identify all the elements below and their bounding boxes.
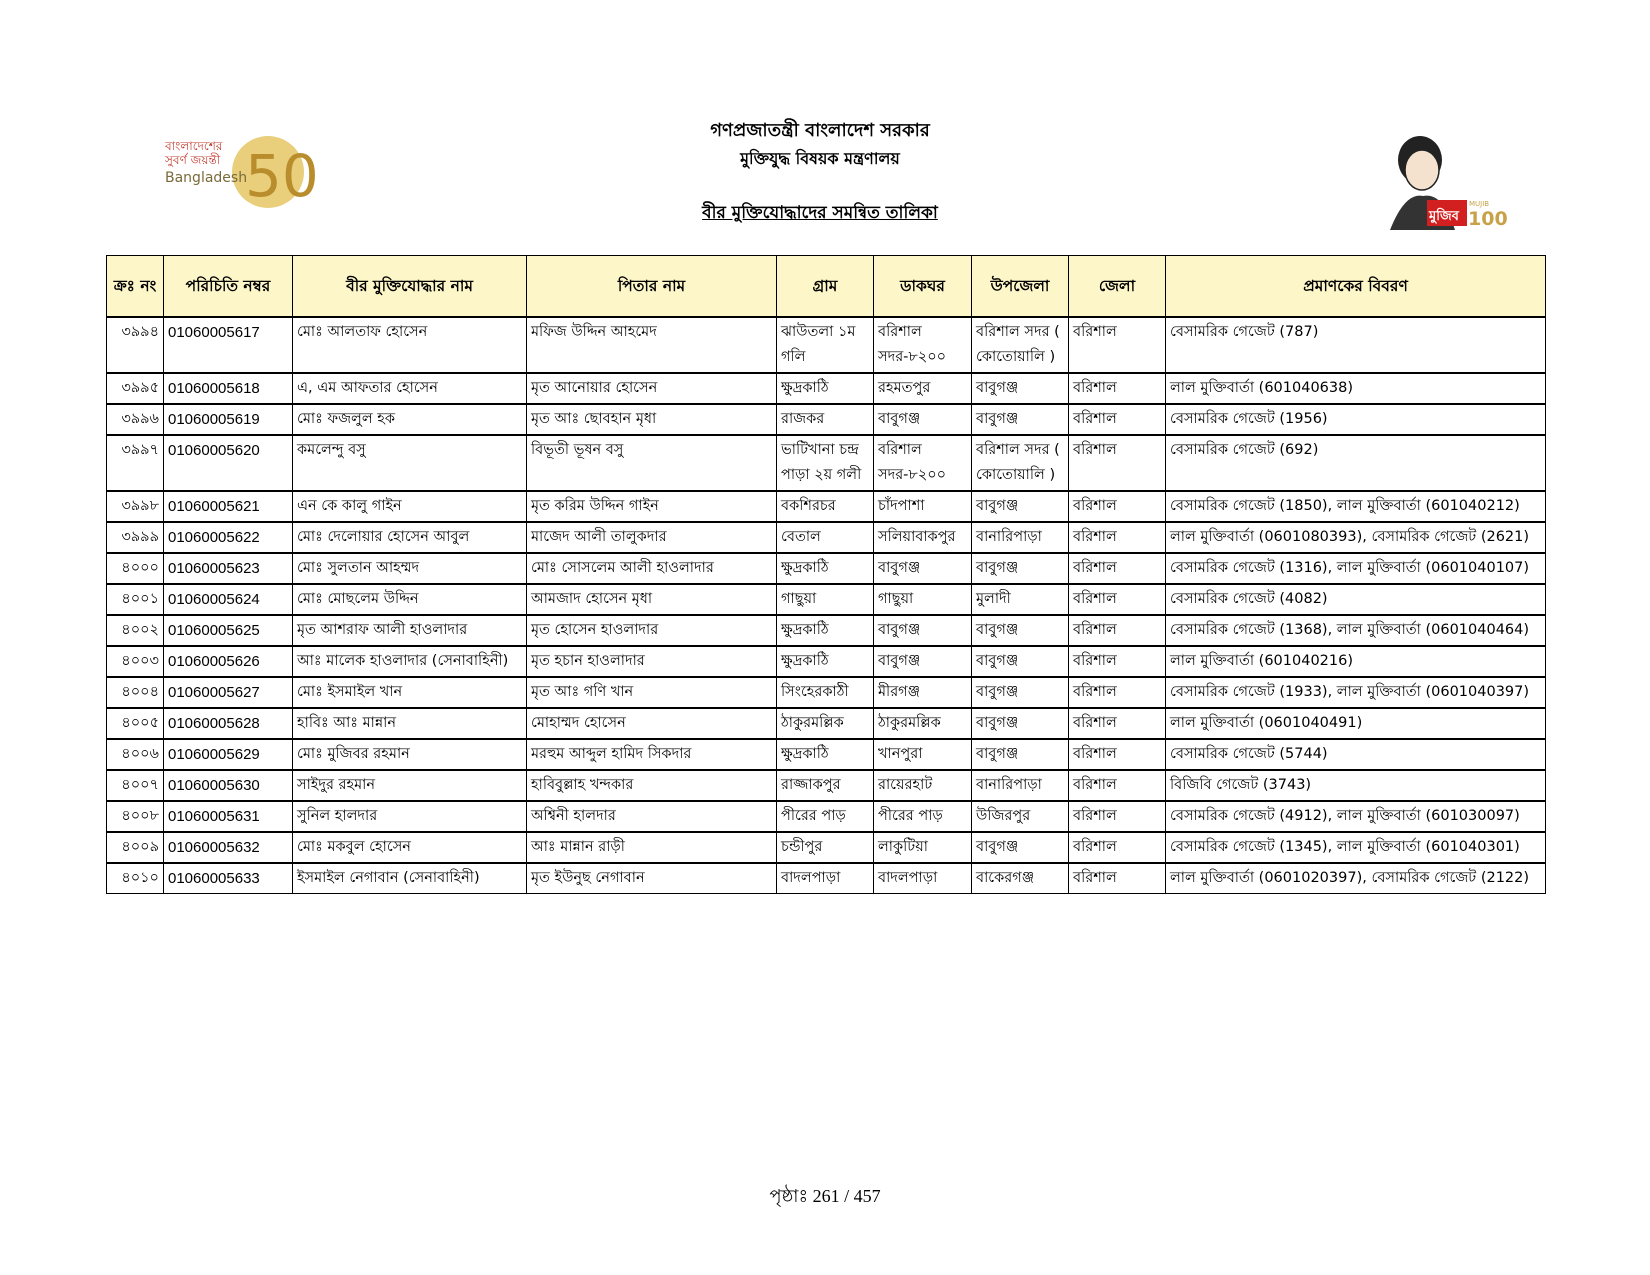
table-row [107, 584, 1546, 615]
row-id: 01060005624 [164, 584, 293, 615]
row-village: ক্ষুদ্রকাঠি [777, 615, 874, 646]
portrait-face [1405, 150, 1439, 190]
row-district: বরিশাল [1069, 404, 1166, 435]
row-serial: ৪০০৫ [107, 708, 164, 739]
row-serial: ৪০০৯ [107, 832, 164, 863]
row-id: 01060005627 [164, 677, 293, 708]
logo-line1: বাংলাদেশের [165, 139, 223, 153]
row-id: 01060005622 [164, 522, 293, 553]
row-serial: ৪০০৭ [107, 770, 164, 801]
col-id-header: পরিচিতি নম্বর [164, 256, 293, 318]
row-upazila: বাবুগঞ্জ [972, 646, 1069, 677]
row-proof: বেসামরিক গেজেট (5744) [1166, 739, 1546, 770]
row-id: 01060005618 [164, 373, 293, 404]
row-upazila: বরিশাল সদর ( কোতোয়ালি ) [972, 435, 1069, 491]
logo-line2: সুবর্ণ জয়ন্তী [165, 153, 221, 167]
row-upazila: বাবুগঞ্জ [972, 832, 1069, 863]
row-id: 01060005633 [164, 863, 293, 894]
row-name: মোঃ সুলতান আহম্মদ [293, 553, 527, 584]
page-number: 261 [812, 1186, 840, 1206]
row-proof: লাল মুক্তিবার্তা (601040638) [1166, 373, 1546, 404]
row-proof: বেসামরিক গেজেট (1850), লাল মুক্তিবার্তা (601040212) [1166, 491, 1546, 522]
row-post: বাবুগঞ্জ [874, 553, 972, 584]
row-serial: ৪০০৪ [107, 677, 164, 708]
row-upazila: বাবুগঞ্জ [972, 553, 1069, 584]
row-village: বকশিরচর [777, 491, 874, 522]
row-upazila: বাবুগঞ্জ [972, 615, 1069, 646]
row-name: মোঃ মুজিবর রহমান [293, 739, 527, 770]
col-serial-header: ক্রঃ নং [107, 256, 164, 318]
row-father: মৃত হচান হাওলাদার [527, 646, 777, 677]
row-name: মোঃ ফজলুল হক [293, 404, 527, 435]
logo-label: মুজিব [1429, 209, 1459, 224]
list-title: বীর মুক্তিযোদ্ধাদের সমন্বিত তালিকা [702, 203, 938, 223]
row-id: 01060005620 [164, 435, 293, 491]
row-id: 01060005626 [164, 646, 293, 677]
row-proof: লাল মুক্তিবার্তা (0601020397), বেসামরিক গেজেট (2122) [1166, 863, 1546, 894]
row-upazila: উজিরপুর [972, 801, 1069, 832]
table-row [107, 708, 1546, 739]
row-post: খানপুরা [874, 739, 972, 770]
row-village: রাজকর [777, 404, 874, 435]
col-district-header: জেলা [1069, 256, 1166, 318]
row-district: বরিশাল [1069, 832, 1166, 863]
row-father: হাবিবুল্লাহ খন্দকার [527, 770, 777, 801]
row-post: মীরগঞ্জ [874, 677, 972, 708]
row-village: গাছুয়া [777, 584, 874, 615]
row-village: চন্ডীপুর [777, 832, 874, 863]
row-father: মফিজ উদ্দিন আহমেদ [527, 317, 777, 373]
row-district: বরিশাল [1069, 801, 1166, 832]
row-district: বরিশাল [1069, 317, 1166, 373]
row-name: সাইদুর রহমান [293, 770, 527, 801]
row-post: বরিশাল সদর-৮২০০ [874, 317, 972, 373]
table-row [107, 522, 1546, 553]
row-name: এন কে কালু গাইন [293, 491, 527, 522]
row-id: 01060005632 [164, 832, 293, 863]
row-post: গাছুয়া [874, 584, 972, 615]
row-id: 01060005629 [164, 739, 293, 770]
row-proof: লাল মুক্তিবার্তা (0601040491) [1166, 708, 1546, 739]
row-proof: বেসামরিক গেজেট (1933), লাল মুক্তিবার্তা (0601040397) [1166, 677, 1546, 708]
table-row [107, 491, 1546, 522]
row-id: 01060005631 [164, 801, 293, 832]
row-post: বরিশাল সদর-৮২০০ [874, 435, 972, 491]
row-district: বরিশাল [1069, 677, 1166, 708]
row-father: মাজেদ আলী তালুকদার [527, 522, 777, 553]
row-post: পীরের পাড় [874, 801, 972, 832]
row-serial: ৩৯৯৯ [107, 522, 164, 553]
col-post-header: ডাকঘর [874, 256, 972, 318]
col-proof-header: প্রমাণকের বিবরণ [1166, 256, 1546, 318]
row-father: মোহাম্মদ হোসেন [527, 708, 777, 739]
row-name: মোঃ মোছলেম উদ্দিন [293, 584, 527, 615]
page-separator: / [844, 1186, 850, 1206]
row-district: বরিশাল [1069, 491, 1166, 522]
row-father: আঃ মান্নান রাড়ী [527, 832, 777, 863]
row-name: মোঃ ইসমাইল খান [293, 677, 527, 708]
page-footer [0, 1182, 1650, 1213]
row-village: ক্ষুদ্রকাঠি [777, 739, 874, 770]
row-proof: বেসামরিক গেজেট (1316), লাল মুক্তিবার্তা (0601040107) [1166, 553, 1546, 584]
row-upazila: বাবুগঞ্জ [972, 404, 1069, 435]
row-serial: ৪০১০ [107, 863, 164, 894]
page-label: পৃষ্ঠাঃ [769, 1186, 809, 1206]
row-district: বরিশাল [1069, 522, 1166, 553]
row-name: সুনিল হালদার [293, 801, 527, 832]
table-row [107, 317, 1546, 373]
table-row [107, 373, 1546, 404]
row-proof: বেসামরিক গেজেট (692) [1166, 435, 1546, 491]
row-post: চাঁদপাশা [874, 491, 972, 522]
row-name: এ, এম আফতার হোসেন [293, 373, 527, 404]
government-title: গণপ্রজাতন্ত্রী বাংলাদেশ সরকার [710, 120, 930, 141]
table-row [107, 770, 1546, 801]
row-proof: লাল মুক্তিবার্তা (0601080393), বেসামরিক গেজেট (2621) [1166, 522, 1546, 553]
row-proof: বিজিবি গেজেট (3743) [1166, 770, 1546, 801]
row-father: মৃত আনোয়ার হোসেন [527, 373, 777, 404]
row-village: সিংহেরকাঠী [777, 677, 874, 708]
freedom-fighter-table [106, 255, 1546, 894]
table-body [107, 317, 1546, 894]
row-serial: ৩৯৯৪ [107, 317, 164, 373]
logo-number: 100 [1468, 208, 1508, 230]
row-serial: ৪০০৮ [107, 801, 164, 832]
row-post: রহমতপুর [874, 373, 972, 404]
row-district: বরিশাল [1069, 770, 1166, 801]
row-district: বরিশাল [1069, 584, 1166, 615]
row-proof: বেসামরিক গেজেট (4912), লাল মুক্তিবার্তা (601030097) [1166, 801, 1546, 832]
row-village: বেতাল [777, 522, 874, 553]
row-upazila: বানারিপাড়া [972, 770, 1069, 801]
row-upazila: বরিশাল সদর ( কোতোয়ালি ) [972, 317, 1069, 373]
row-post: বাবুগঞ্জ [874, 646, 972, 677]
row-serial: ৪০০১ [107, 584, 164, 615]
row-father: মৃত ইউনুছ নেগাবান [527, 863, 777, 894]
row-name: মোঃ আলতাফ হোসেন [293, 317, 527, 373]
row-district: বরিশাল [1069, 553, 1166, 584]
row-serial: ৩৯৯৫ [107, 373, 164, 404]
bangladesh-50-logo [165, 130, 319, 215]
table-row [107, 646, 1546, 677]
row-name: আঃ মালেক হাওলাদার (সেনাবাহিনী) [293, 646, 527, 677]
row-id: 01060005628 [164, 708, 293, 739]
row-post: রায়েরহাট [874, 770, 972, 801]
row-serial: ৪০০২ [107, 615, 164, 646]
row-proof: বেসামরিক গেজেট (787) [1166, 317, 1546, 373]
table-header-row [107, 256, 1546, 318]
row-father: মৃত হোসেন হাওলাদার [527, 615, 777, 646]
row-upazila: বাকেরগঞ্জ [972, 863, 1069, 894]
document-header [0, 0, 1650, 240]
row-village: ক্ষুদ্রকাঠি [777, 646, 874, 677]
table-row [107, 404, 1546, 435]
page-total: 457 [853, 1186, 881, 1206]
row-proof: বেসামরিক গেজেট (1956) [1166, 404, 1546, 435]
row-father: মোঃ সোসলেম আলী হাওলাদার [527, 553, 777, 584]
row-district: বরিশাল [1069, 646, 1166, 677]
logo-number: 50 [245, 142, 319, 210]
table-row [107, 677, 1546, 708]
row-upazila: বানারিপাড়া [972, 522, 1069, 553]
row-village: ক্ষুদ্রকাঠি [777, 553, 874, 584]
row-name: হাবিঃ আঃ মান্নান [293, 708, 527, 739]
row-id: 01060005625 [164, 615, 293, 646]
row-post: বাদলপাড়া [874, 863, 972, 894]
row-village: বাদলপাড়া [777, 863, 874, 894]
row-proof: বেসামরিক গেজেট (4082) [1166, 584, 1546, 615]
table-row [107, 801, 1546, 832]
row-district: বরিশাল [1069, 708, 1166, 739]
row-proof: লাল মুক্তিবার্তা (601040216) [1166, 646, 1546, 677]
row-village: ভাটিখানা চন্দ্র পাড়া ২য় গলী [777, 435, 874, 491]
row-post: ঠাকুরমল্লিক [874, 708, 972, 739]
row-post: বাবুগঞ্জ [874, 404, 972, 435]
table-row [107, 435, 1546, 491]
row-name: মোঃ মকবুল হোসেন [293, 832, 527, 863]
row-village: রাজ্জাকপুর [777, 770, 874, 801]
table-row [107, 615, 1546, 646]
row-father: আমজাদ হোসেন মৃধা [527, 584, 777, 615]
row-id: 01060005630 [164, 770, 293, 801]
row-name: কমলেন্দু বসু [293, 435, 527, 491]
col-name-header: বীর মুক্তিযোদ্ধার নাম [293, 256, 527, 318]
row-serial: ৩৯৯৬ [107, 404, 164, 435]
row-id: 01060005619 [164, 404, 293, 435]
table-row [107, 832, 1546, 863]
logo-line3: Bangladesh [165, 170, 248, 186]
mujib-100-logo [1375, 130, 1508, 235]
row-serial: ৩৯৯৭ [107, 435, 164, 491]
row-father: মরহুম আব্দুল হামিদ সিকদার [527, 739, 777, 770]
row-district: বরিশাল [1069, 739, 1166, 770]
row-upazila: মুলাদী [972, 584, 1069, 615]
col-upazila-header: উপজেলা [972, 256, 1069, 318]
row-village: ক্ষুদ্রকাঠি [777, 373, 874, 404]
row-name: ইসমাইল নেগাবান (সেনাবাহিনী) [293, 863, 527, 894]
table-row [107, 739, 1546, 770]
row-serial: ৪০০০ [107, 553, 164, 584]
row-father: অশ্বিনী হালদার [527, 801, 777, 832]
row-post: লাকুটিয়া [874, 832, 972, 863]
table-row [107, 863, 1546, 894]
row-proof: বেসামরিক গেজেট (1368), লাল মুক্তিবার্তা (0601040464) [1166, 615, 1546, 646]
row-upazila: বাবুগঞ্জ [972, 491, 1069, 522]
row-district: বরিশাল [1069, 863, 1166, 894]
row-upazila: বাবুগঞ্জ [972, 677, 1069, 708]
row-post: সলিয়াবাকপুর [874, 522, 972, 553]
row-district: বরিশাল [1069, 373, 1166, 404]
ministry-title: মুক্তিযুদ্ধ বিষয়ক মন্ত্রণালয় [740, 149, 900, 168]
row-serial: ৪০০৩ [107, 646, 164, 677]
row-name: মোঃ দেলোয়ার হোসেন আবুল [293, 522, 527, 553]
row-upazila: বাবুগঞ্জ [972, 739, 1069, 770]
row-father: মৃত আঃ গণি খান [527, 677, 777, 708]
table-row [107, 553, 1546, 584]
row-name: মৃত আশরাফ আলী হাওলাদার [293, 615, 527, 646]
row-village: পীরের পাড় [777, 801, 874, 832]
col-father-header: পিতার নাম [527, 256, 777, 318]
row-district: বরিশাল [1069, 615, 1166, 646]
row-id: 01060005623 [164, 553, 293, 584]
row-id: 01060005621 [164, 491, 293, 522]
row-village: ঝাউতলা ১ম গলি [777, 317, 874, 373]
row-upazila: বাবুগঞ্জ [972, 708, 1069, 739]
row-father: মৃত আঃ ছোবহান মৃধা [527, 404, 777, 435]
logo-sub: MUJIB [1469, 200, 1490, 208]
col-village-header: গ্রাম [777, 256, 874, 318]
row-id: 01060005617 [164, 317, 293, 373]
row-serial: ৪০০৬ [107, 739, 164, 770]
row-district: বরিশাল [1069, 435, 1166, 491]
row-serial: ৩৯৯৮ [107, 491, 164, 522]
row-post: বাবুগঞ্জ [874, 615, 972, 646]
row-father: বিভূতী ভূষন বসু [527, 435, 777, 491]
row-village: ঠাকুরমল্লিক [777, 708, 874, 739]
row-upazila: বাবুগঞ্জ [972, 373, 1069, 404]
row-father: মৃত করিম উদ্দিন গাইন [527, 491, 777, 522]
row-proof: বেসামরিক গেজেট (1345), লাল মুক্তিবার্তা (601040301) [1166, 832, 1546, 863]
